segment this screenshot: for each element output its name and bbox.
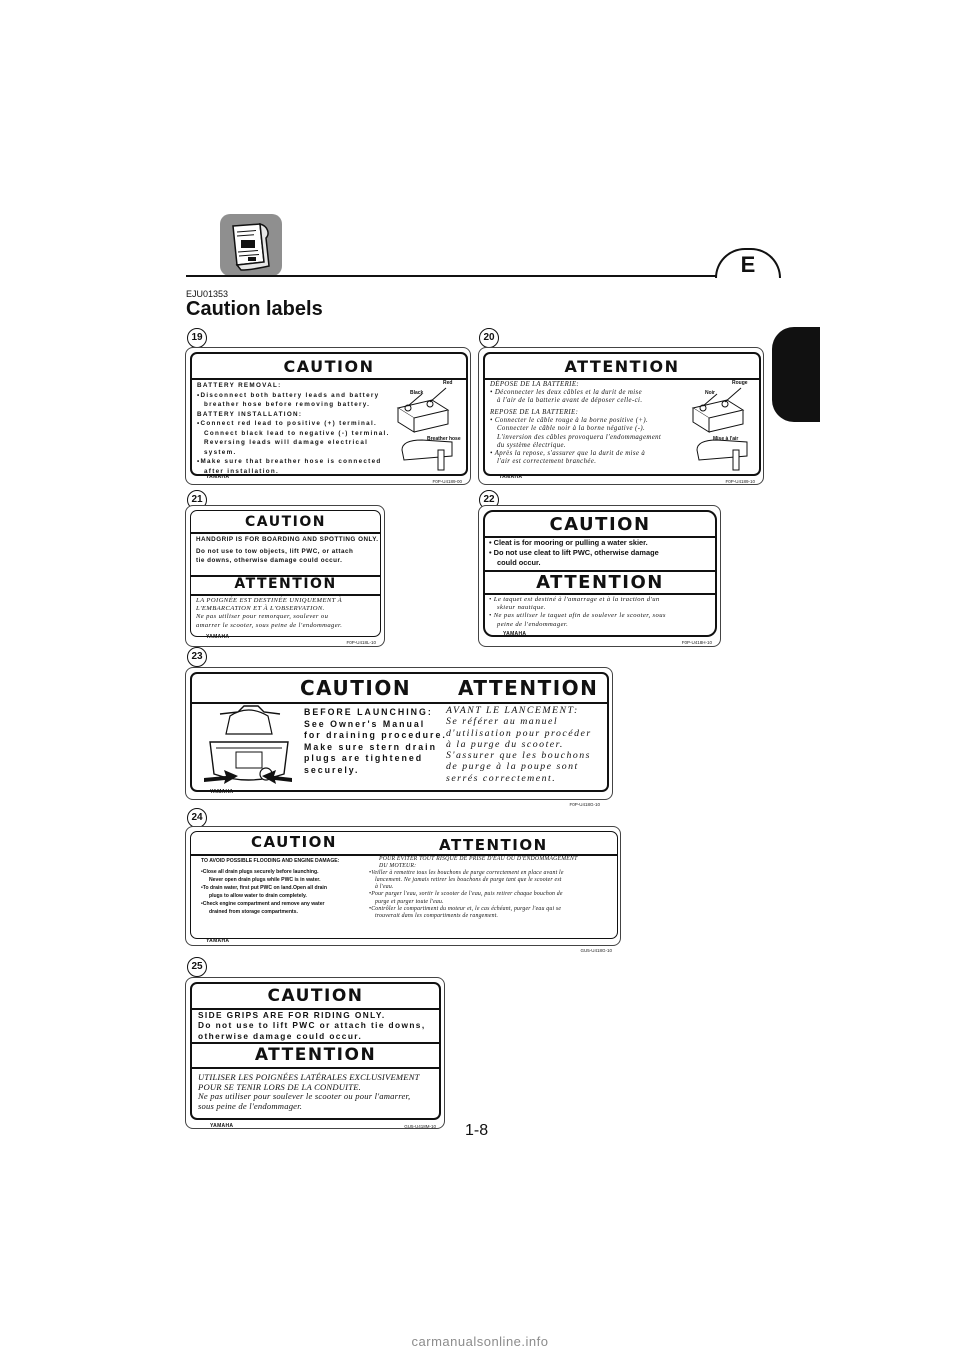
battery-diagram-icon [392, 380, 466, 474]
label-number-19: 19 [187, 328, 207, 348]
label-text-fr: LA POIGNÉE EST DESTINÉE UNIQUEMENT À L'EMBARCATION ET À L'OBSERVATION. Ne pas utiliser pour remorquer, soulever ou amarrer le scooter, sous peine de l'endommager. [196, 597, 343, 629]
label-text-en: HANDGRIP IS FOR BOARDING AND SPOTTING ONLY. Do not use to tow objects, lift PWC, or attach tie downs, otherwise damage could occur. [196, 536, 379, 564]
label-text-fr: UTILISER LES POIGNÉES LATÉRALES EXCLUSIVEMENT POUR SE TENIR LORS DE LA CONDUITE. Ne pas utiliser pour soulever le scooter ou pour l'amarrer, sous peine de l'endommager. [198, 1072, 420, 1111]
label-heading-en: CAUTION [549, 514, 651, 535]
diagram-label-black: Black [410, 390, 424, 396]
brand-logo: YAMAHA [206, 474, 230, 480]
label-heading: CAUTION [283, 357, 375, 376]
diagram-label-red: Red [443, 380, 453, 386]
label-text: DÉPOSE DE LA BATTERIE: • Déconnecter les deux câbles et la durit de mise à l'air de la batterie avant de déposer celle-ci. REPOSE DE LA BATTERIE: • Connecter le câble rouge à la borne positive (+). Connecter le câble noir à la borne négative (-). L'inversion des câbles provoquera l'endommagement du système électrique. • Après la repose, s'assurer que la durit de mise à l'air est correctement branchée. [490, 381, 662, 465]
brand-logo: YAMAHA [503, 631, 527, 637]
label-heading-fr: ATTENTION [234, 576, 337, 592]
label-number-24: 24 [187, 808, 207, 828]
label-text-en: TO AVOID POSSIBLE FLOODING AND ENGINE DAMAGE: •Close all drain plugs securely before launching. Never open drain plugs while PWC is in water. •To drain water, first put PWC on land.Open all drain plugs to allow water to drain completely. •Check engine compartment and remove any water drained from storage compartments. [201, 858, 340, 915]
battery-diagram-icon [687, 380, 759, 474]
part-code: F0P-U418G-10 [569, 802, 600, 807]
header-rule [186, 275, 776, 277]
label-number-20: 20 [479, 328, 499, 348]
label-heading-fr: ATTENTION [439, 836, 548, 854]
label-text-fr: POUR ÉVITER TOUT RISQUE DE PRISE D'EAU OU D'ENDOMMAGEMENT DU MOTEUR: •Veiller à remettre tous les bouchons de purge correctement en place avant le lancement. Ne jamais retirer les bouchons de purge tant que le scooter est à l'eau. •Pour purger l'eau, sortir le scooter de l'eau, puis retirer chaque bouchon de purge et purger toute l'eau. •Contrôler le compartiment du moteur et, le cas échéant, purger l'eau qui se trouverait dans les compartiments de rangement. [369, 856, 578, 919]
diagram-label-breather-hose: Breather hose [427, 436, 461, 442]
brand-logo: YAMAHA [206, 938, 230, 944]
label-heading-fr: ATTENTION [458, 676, 599, 700]
label-heading: ATTENTION [564, 357, 680, 376]
label-text: BATTERY REMOVAL: •Disconnect both battery leads and battery breather hose before removing battery. BATTERY INSTALLATION: •Connect red lead to positive (+) terminal. Connect black lead to negative (-) terminal. Reversing leads will damage electrical system. •Make sure that breather hose is connected after installation. [197, 382, 390, 475]
caution-label-23 [185, 667, 613, 807]
caution-label-24 [185, 826, 621, 953]
part-code: F0P-U4189-10 [725, 479, 755, 484]
label-text-en: SIDE GRIPS ARE FOR RIDING ONLY. Do not use to lift PWC or attach tie downs, otherwise damage could occur. [198, 1010, 426, 1041]
diagram-label-mise-a-lair: Mise à l'air [713, 436, 739, 442]
section-thumb-tab [772, 327, 820, 422]
manual-book-icon [220, 214, 282, 276]
brand-logo: YAMAHA [499, 474, 523, 480]
language-badge: E [715, 248, 781, 278]
caution-label-22 [478, 505, 721, 647]
brand-logo: YAMAHA [210, 1123, 234, 1129]
label-number-22: 22 [479, 490, 499, 510]
attention-label-20 [478, 347, 764, 485]
page-title: Caution labels [186, 298, 323, 320]
diagram-label-noir: Noir [705, 390, 715, 396]
label-number-25: 25 [187, 957, 207, 977]
part-code: GU5-U418G-10 [580, 948, 612, 953]
label-heading-en: CAUTION [300, 676, 412, 700]
label-heading-en: CAUTION [267, 986, 364, 1006]
part-code: GU5-U418M-10 [404, 1124, 436, 1129]
label-heading-fr: ATTENTION [536, 572, 664, 593]
caution-label-19 [185, 347, 471, 485]
label-heading-en: CAUTION [245, 514, 326, 530]
part-code: F0P-U418H-10 [681, 640, 712, 645]
caution-label-21 [185, 505, 385, 647]
brand-logo: YAMAHA [210, 789, 234, 795]
label-heading-en: CAUTION [251, 833, 337, 851]
page-number: 1-8 [465, 1122, 489, 1139]
doc-code: EJU01353 [186, 289, 229, 299]
part-code: F0P-U418L-10 [346, 640, 376, 645]
part-code: F0P-U4189-00 [432, 479, 462, 484]
caution-label-25 [185, 977, 445, 1129]
label-text-fr: AVANT LE LANCEMENT: Se référer au manuel d'utilisation pour procéder à la purge du scooter. S'assurer que les bouchons de purge à la poupe sont serrés correctement. [446, 705, 592, 784]
watermark: carmanualsonline.info [411, 1334, 549, 1349]
label-number-21: 21 [187, 490, 207, 510]
jet-ski-stern-icon [200, 704, 296, 790]
brand-logo: YAMAHA [206, 634, 230, 640]
label-number-23: 23 [187, 647, 207, 667]
diagram-label-rouge: Rouge [732, 380, 748, 386]
label-text-en: BEFORE LAUNCHING: See Owner's Manual for draining procedure. Make sure stern drain plugs are tightened securely. [304, 707, 447, 775]
label-text-fr: • Le taquet est destiné à l'amarrage et à la traction d'un skieur nautique. • Ne pas utiliser le taquet afin de soulever le scooter, sous peine de l'endommager. [489, 596, 666, 628]
label-text-en: • Cleat is for mooring or pulling a water skier. • Do not use cleat to lift PWC, otherwise damage could occur. [489, 538, 659, 567]
label-heading-fr: ATTENTION [254, 1045, 377, 1065]
